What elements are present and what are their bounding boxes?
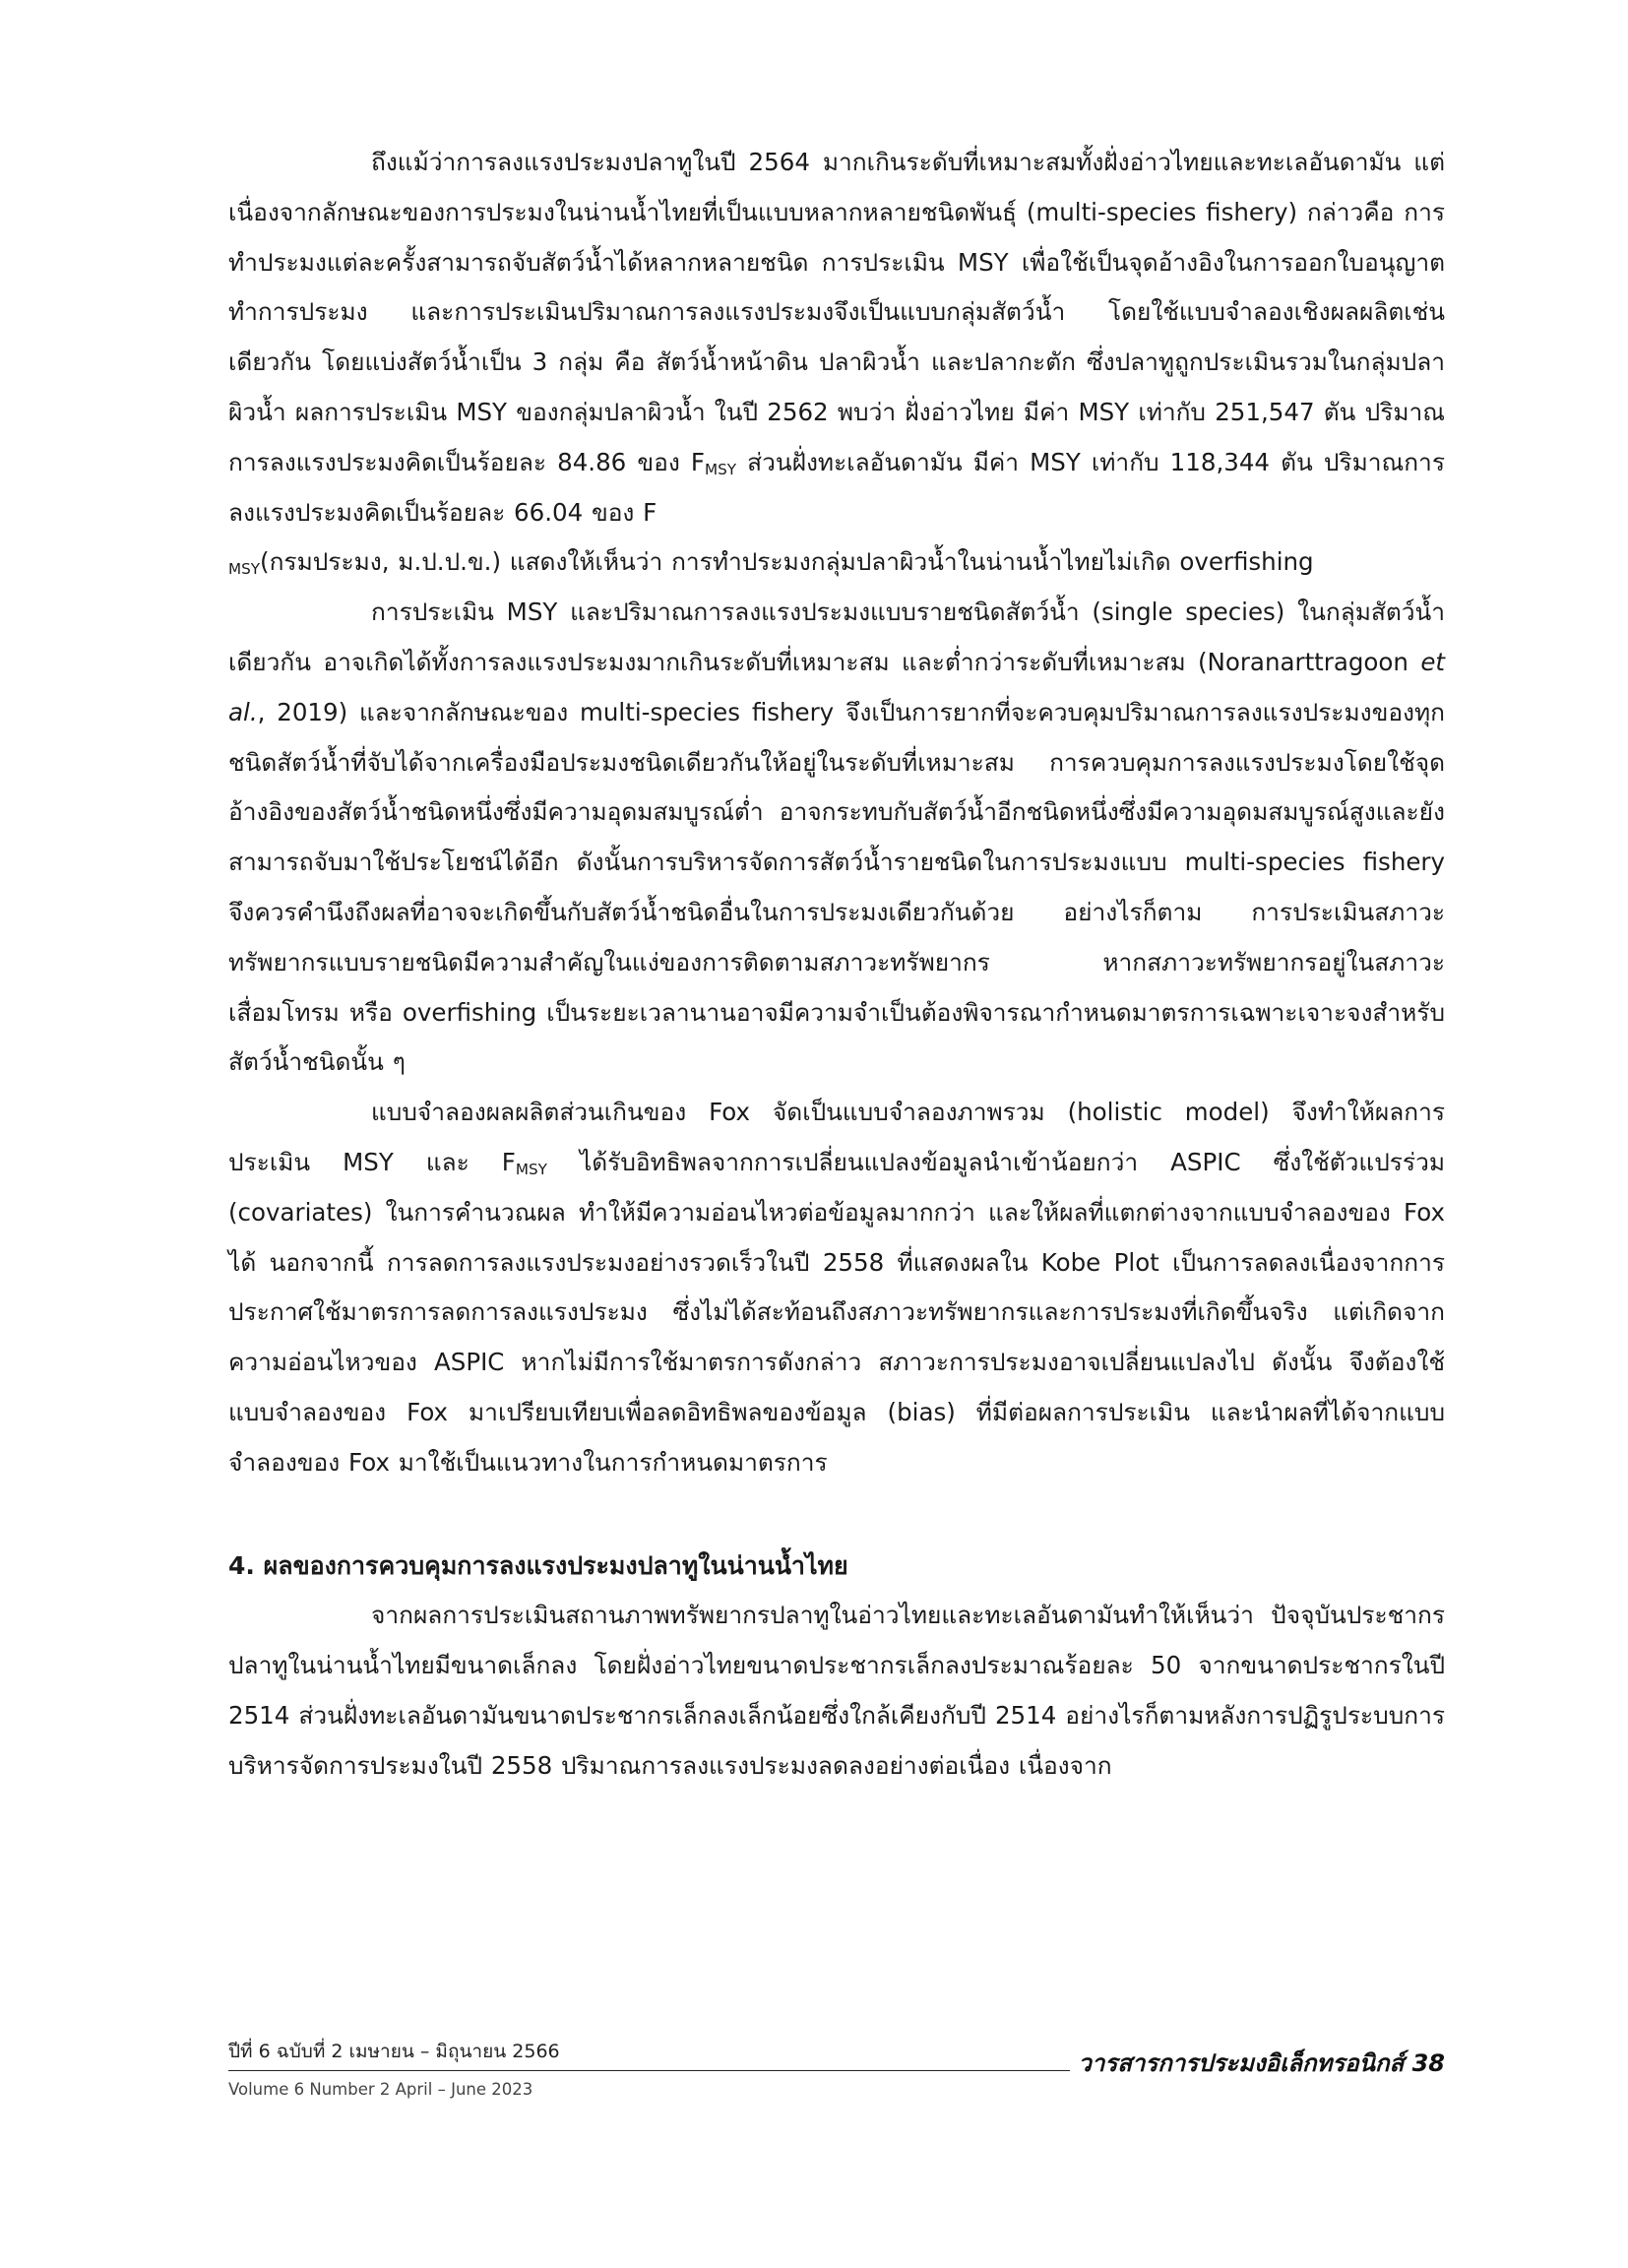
paragraph-4: จากผลการประเมินสถานภาพทรัพยากรปลาทูในอ่าวไทยและทะเลอันดามันทำให้เห็นว่า ปัจจุบันประชากรปลาทูในน่านน้ำไทยมีขนาดเล็กลง โดยฝั่งอ่าวไทยขนาดประชากรเล็กลงประมาณร้อยละ 50 จากขนาดประชากรในปี 2514 ส่วนฝั่งทะเลอันดามันขนาดประชากรเล็กลงเล็กน้อยซึ่งใกล้เคียงกับปี 2514 อย่างไรก็ตามหลังการปฏิรูประบบการบริหารจัดการประมงในปี 2558 ปริมาณการลงแรงประมงลดลงอย่างต่อเนื่อง เนื่องจาก <box>228 1601 1445 1780</box>
paragraph-2 <box>228 588 1445 1088</box>
paragraph-1-text-a: ถึงแม้ว่าการลงแรงประมงปลาทูในปี 2564 มากเกินระดับที่เหมาะสมทั้งฝั่งอ่าวไทยและทะเลอันดามัน แต่เนื่องจากลักษณะของการประมงในน่านน้ำไทยที่เป็นแบบหลากหลายชนิดพันธุ์ (multi-species fishery) กล่าวคือ การทำประมงแต่ละครั้งสามารถจับสัตว์น้ำได้หลากหลายชนิด การประเมิน MSY เพื่อใช้เป็นจุดอ้างอิงในการออกใบอนุญาตทำการประมง และการประเมินปริมาณการลงแรงประมงจึงเป็นแบบกลุ่มสัตว์น้ำ โดยใช้แบบจำลองเชิงผลผลิตเช่นเดียวกัน โดยแบ่งสัตว์น้ำเป็น 3 กลุ่ม คือ สัตว์น้ำหน้าดิน ปลาผิวน้ำ และปลากะตัก ซึ่งปลาทูถูกประเมินรวมในกลุ่มปลาผิวน้ำ ผลการประเมิน MSY ของกลุ่มปลาผิวน้ำ ในปี 2562 พบว่า ฝั่งอ่าวไทย มีค่า MSY เท่ากับ 251,547 ตัน ปริมาณการลงแรงประมงคิดเป็นร้อยละ 84.86 ของ F <box>228 148 1445 476</box>
paragraph-3-text-b: ได้รับอิทธิพลจากการเปลี่ยนแปลงข้อมูลนำเข้าน้อยกว่า ASPIC ซึ่งใช้ตัวแปรร่วม (covariates) ในการคำนวณผล ทำให้มีความอ่อนไหวต่อข้อมูลมากกว่า และให้ผลที่แตกต่างจากแบบจำลองของ Fox ได้ นอกจากนี้ การลดการลงแรงประมงอย่างรวดเร็วในปี 2558 ที่แสดงผลใน Kobe Plot เป็นการลดลงเนื่องจากการประกาศใช้มาตรการลดการลงแรงประมง ซึ่งไม่ได้สะท้อนถึงสภาวะทรัพยากรและการประมงที่เกิดขึ้นจริง แต่เกิดจากความอ่อนไหวของ ASPIC หากไม่มีการใช้มาตรการดังกล่าว สภาวะการประมงอาจเปลี่ยนแปลงไป ดังนั้น จึงต้องใช้แบบจำลองของ Fox มาเปรียบเทียบเพื่อลดอิทธิพลของข้อมูล (bias) ที่มีต่อผลการประเมิน และนำผลที่ได้จากแบบจำลองของ Fox มาใช้เป็นแนวทางในการกำหนดมาตรการ <box>228 1147 1445 1477</box>
section-heading: 4. ผลของการควบคุมการลงแรงประมงปลาทูในน่านน้ำไทย <box>228 1550 848 1580</box>
f-msy-subscript-2: MSY <box>228 560 261 579</box>
f-msy-subscript-1: MSY <box>704 460 737 478</box>
page-footer <box>228 2040 1445 2109</box>
et-al-italic: et al. <box>228 647 1445 726</box>
paragraph-2-text-b: , 2019) และจากลักษณะของ multi-species fishery จึงเป็นการยากที่จะควบคุมปริมาณการลงแรงประมงของทุกชนิดสัตว์น้ำที่จับได้จากเครื่องมือประมงชนิดเดียวกันให้อยู่ในระดับที่เหมาะสม การควบคุมการลงแรงประมงโดยใช้จุดอ้างอิงของสัตว์น้ำชนิดหนึ่งซึ่งมีความอุดมสมบูรณ์ต่ำ อาจกระทบกับสัตว์น้ำอีกชนิดหนึ่งซึ่งมีความอุดมสมบูรณ์สูงและยังสามารถจับมาใช้ประโยชน์ได้อีก ดังนั้นการบริหารจัดการสัตว์น้ำรายชนิดในการประมงแบบ multi-species fishery จึงควรคำนึงถึงผลที่อาจจะเกิดขึ้นกับสัตว์น้ำชนิดอื่นในการประมงเดียวกันด้วย อย่างไรก็ตาม การประเมินสภาวะทรัพยากรแบบรายชนิดมีความสำคัญในแง่ของการติดตามสภาวะทรัพยากร หากสภาวะทรัพยากรอยู่ในสภาวะเสื่อมโทรม หรือ overfishing เป็นระยะเวลานานอาจมีความจำเป็นต้องพิจารณากำหนดมาตรการเฉพาะเจาะจงสำหรับสัตว์น้ำชนิดนั้น ๆ <box>228 697 1445 1077</box>
paragraph-3-text-a: แบบจำลองผลผลิตส่วนเกินของ Fox จัดเป็นแบบจำลองภาพรวม (holistic model) จึงทำให้ผลการประเมิน MSY และ F <box>228 1098 1445 1176</box>
paragraph-2-text-a: การประเมิน MSY และปริมาณการลงแรงประมงแบบรายชนิดสัตว์น้ำ (single species) ในกลุ่มสัตว์น้ำเดียวกัน อาจเกิดได้ทั้งการลงแรงประมงมากเกินระดับที่เหมาะสม และต่ำกว่าระดับที่เหมาะสม (Noranarttragoon <box>228 598 1445 676</box>
paragraph-3 <box>228 1088 1445 1487</box>
footer-rule <box>228 2070 1070 2071</box>
paragraph-1 <box>228 138 1445 588</box>
page-body <box>228 138 1445 1792</box>
footer-issue-thai: ปีที่ 6 ฉบับที่ 2 เมษายน – มิถุนายน 2566 <box>228 2041 560 2062</box>
f-msy-subscript-3: MSY <box>515 1160 547 1178</box>
footer-journal-page: วารสารการประมงอิเล็กทรอนิกส์ 38 <box>1078 2049 1445 2077</box>
footer-issue-english: Volume 6 Number 2 April – June 2023 <box>228 2080 533 2099</box>
paragraph-1-text-c: (กรมประมง, ม.ป.ป.ข.) แสดงให้เห็นว่า การทำประมงกลุ่มปลาผิวน้ำในน่านน้ำไทยไม่เกิด overfishing <box>260 547 1314 577</box>
paragraph-1-text-b: ส่วนฝั่งทะเลอันดามัน มีค่า MSY เท่ากับ 118,344 ตัน ปริมาณการลงแรงประมงคิดเป็นร้อยละ 66.04 ของ F <box>228 447 1445 527</box>
